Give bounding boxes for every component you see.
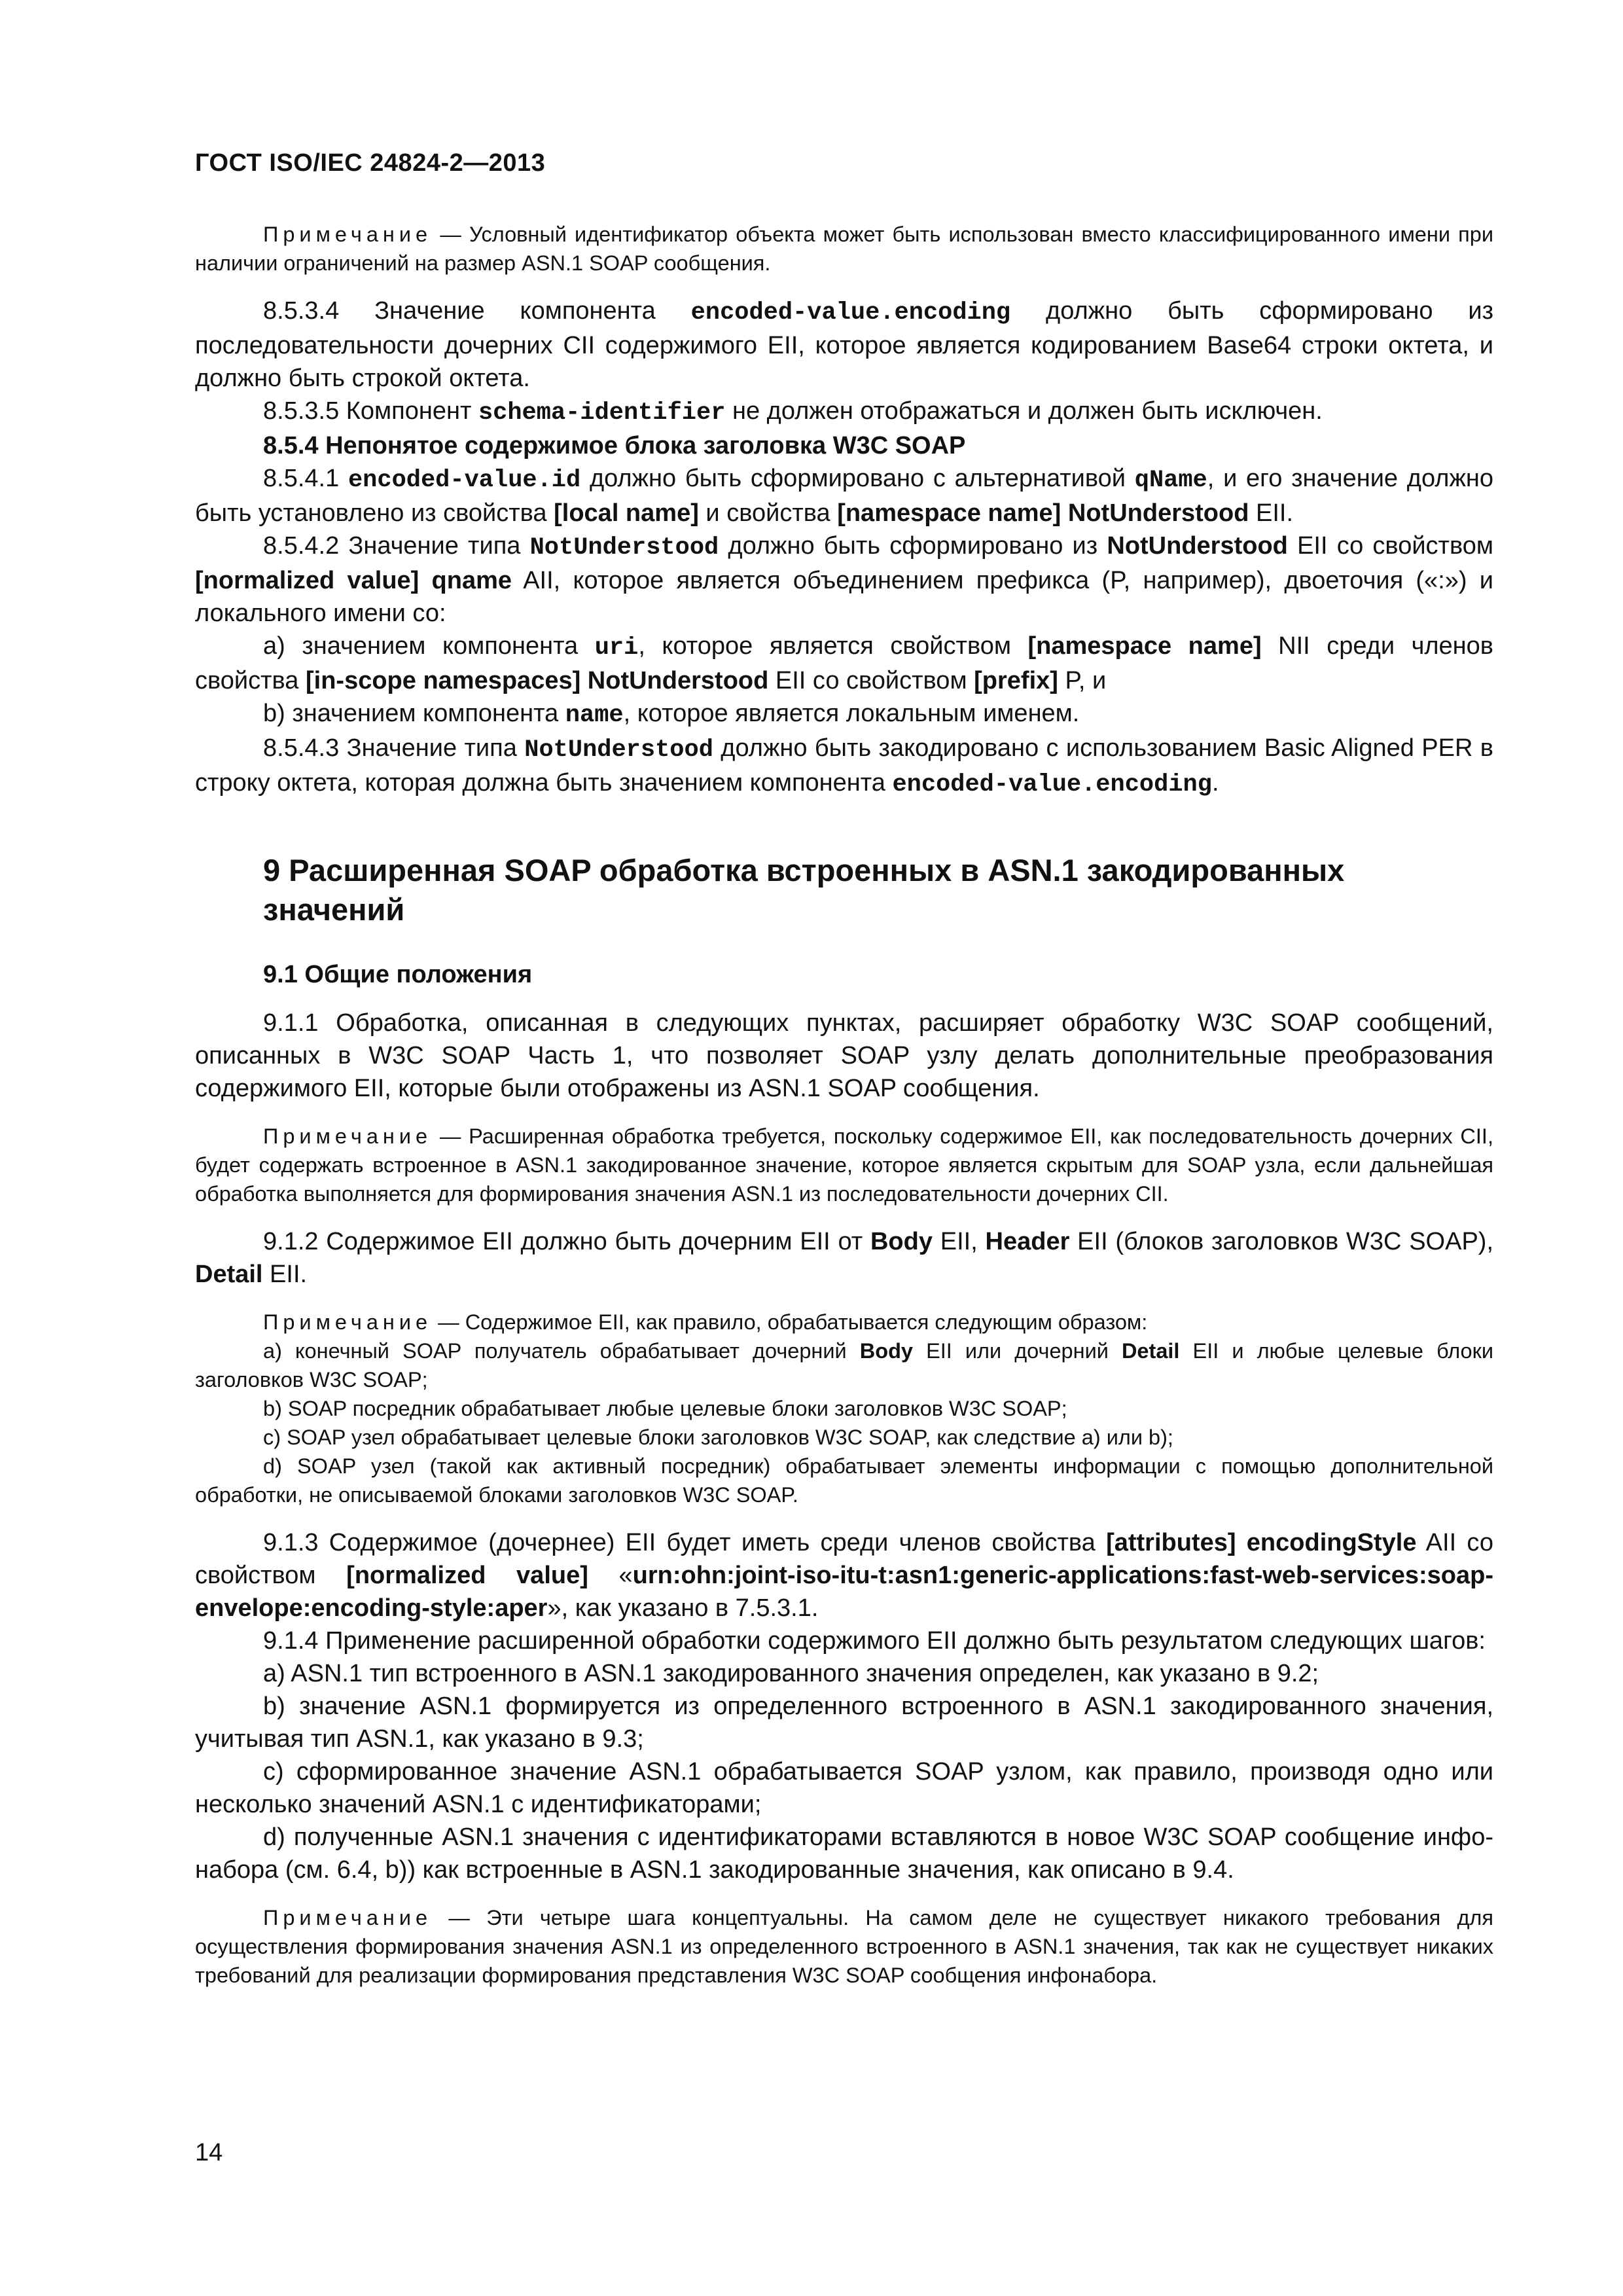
- note-label: Примечание: [263, 1906, 433, 1929]
- list-item-9-1-4-a: a) ASN.1 тип встроенного в ASN.1 закодированного значения определен, как указано в 9.2;: [263, 1660, 1319, 1687]
- list-item-9-1-4-b: b) значение ASN.1 формируется из определенного встроенного в ASN.1 закодированного значения, учитывая тип ASN.1, как указано в 9.3;: [195, 1693, 1493, 1753]
- paragraph-8-5-3-5: 8.5.3.5 Компонент schema-identifier не должен отображаться и должен быть исключен.: [263, 397, 1323, 427]
- note-label: Примечание: [263, 1310, 433, 1334]
- note-label: Примечание: [263, 1124, 433, 1148]
- paragraph-9-1-1: 9.1.1 Обработка, описанная в следующих пунктах, расширяет обработку W3C SOAP сообщений, описанных в W3C SOAP Часть 1, что позволяет SOAP узлу делать дополнительные преобразования содержимого EII, которые были отображены из ASN.1 SOAP сообщения.: [195, 1009, 1493, 1102]
- list-item-8-5-4-2-a: a) значением компонента uri, которое является свойством [namespace name] NII среди членов свойства [in-scope namespaces] NotUnderstood EII со свойством [prefix] P, и: [195, 632, 1493, 694]
- page-number: 14: [195, 2139, 223, 2166]
- paragraph-9-1-4: 9.1.4 Применение расширенной обработки содержимого EII должно быть результатом следующих шагов:: [263, 1627, 1486, 1655]
- page-header: ГОСТ ISO/IEC 24824-2—2013: [195, 149, 546, 177]
- note-1: Примечание — Условный идентификатор объекта может быть использован вместо классифицированного имени при наличии ограничений на размер ASN.1 SOAP сообщения.: [195, 223, 1493, 275]
- note-label: Примечание: [263, 223, 433, 246]
- note-3-item-c: c) SOAP узел обрабатывает целевые блоки заголовков W3C SOAP, как следствие a) или b);: [263, 1426, 1173, 1449]
- heading-8-5-4: 8.5.4 Непонятое содержимое блока заголовка W3C SOAP: [263, 432, 966, 459]
- note-2: Примечание — Расширенная обработка требуется, поскольку содержимое EII, как последовательность дочерних CII, будет содержать встроенное в ASN.1 закодированное значение, которое является скрытым для SOAP узла, если дальнейшая обработка выполняется для формирования значения ASN.1 из последовательности дочерних CII.: [195, 1124, 1493, 1206]
- list-item-9-1-4-d: d) полученные ASN.1 значения с идентификаторами вставляются в новое W3C SOAP сообщение инфо-набора (см. 6.4, b)) как встроенные в ASN.1 закодированные значения, как описано в 9.4.: [195, 1823, 1493, 1884]
- list-item-9-1-4-c: c) сформированное значение ASN.1 обрабатывается SOAP узлом, как правило, производя одно или несколько значений ASN.1 с идентификаторами;: [195, 1758, 1493, 1818]
- paragraph-8-5-4-1: 8.5.4.1 encoded-value.id должно быть сформировано с альтернативой qName, и его значение должно быть установлено из свойства [local name] и свойства [namespace name] NotUnderstood EII.: [195, 465, 1493, 527]
- note-3-item-b: b) SOAP посредник обрабатывает любые целевые блоки заголовков W3C SOAP;: [263, 1397, 1067, 1420]
- note-4: Примечание — Эти четыре шага концептуальны. На самом деле не существует никакого требования для осуществления формирования значения ASN.1 из определенного встроенного в ASN.1 значения, так как не существует никаких требований для реализации формирования представления W3C SOAP сообщения инфонабора.: [195, 1906, 1493, 1987]
- note-3: Примечание — Содержимое EII, как правило, обрабатывается следующим образом:: [263, 1310, 1148, 1334]
- paragraph-8-5-4-3: 8.5.4.3 Значение типа NotUnderstood должно быть закодировано с использованием Basic Aligned PER в строку октета, которая должна быть значением компонента encoded-value.encoding.: [195, 734, 1493, 798]
- note-3-item-a: a) конечный SOAP получатель обрабатывает дочерний Body EII или дочерний Detail EII и любые целевые блоки заголовков W3C SOAP;: [195, 1339, 1494, 1391]
- list-item-8-5-4-2-b: b) значением компонента name, которое является локальным именем.: [263, 700, 1080, 729]
- paragraph-9-1-3: 9.1.3 Содержимое (дочернее) EII будет иметь среди членов свойства [attributes] encodingStyle AII со свойством [normalized value] «urn:ohn:joint-iso-itu-t:asn1:generic-applications:fast-web-services:soap-envelope:encoding-style:aper», как указано в 7.5.3.1.: [195, 1529, 1493, 1622]
- page-content: [195, 220, 1493, 1990]
- heading-section-9: 9 Расширенная SOAP обработка встроенных в ASN.1 закодированных значений: [263, 853, 1345, 927]
- paragraph-8-5-4-2: 8.5.4.2 Значение типа NotUnderstood должно быть сформировано из NotUnderstood EII со свойством [normalized value] qname AII, которое является объединением префикса (P, например), двоеточия («:») и локального имени со:: [195, 532, 1494, 627]
- heading-9-1: 9.1 Общие положения: [263, 961, 533, 988]
- note-3-item-d: d) SOAP узел (такой как активный посредник) обрабатывает элементы информации с помощью дополнительной обработки, не описываемой блоками заголовков W3C SOAP.: [195, 1454, 1493, 1507]
- paragraph-9-1-2: 9.1.2 Содержимое EII должно быть дочерним EII от Body EII, Header EII (блоков заголовков W3C SOAP), Detail EII.: [195, 1228, 1493, 1288]
- paragraph-8-5-3-4: 8.5.3.4 Значение компонента encoded-value.encoding должно быть сформировано из последовательности дочерних CII содержимого EII, которое является кодированием Base64 строки октета, и должно быть строкой октета.: [195, 297, 1493, 392]
